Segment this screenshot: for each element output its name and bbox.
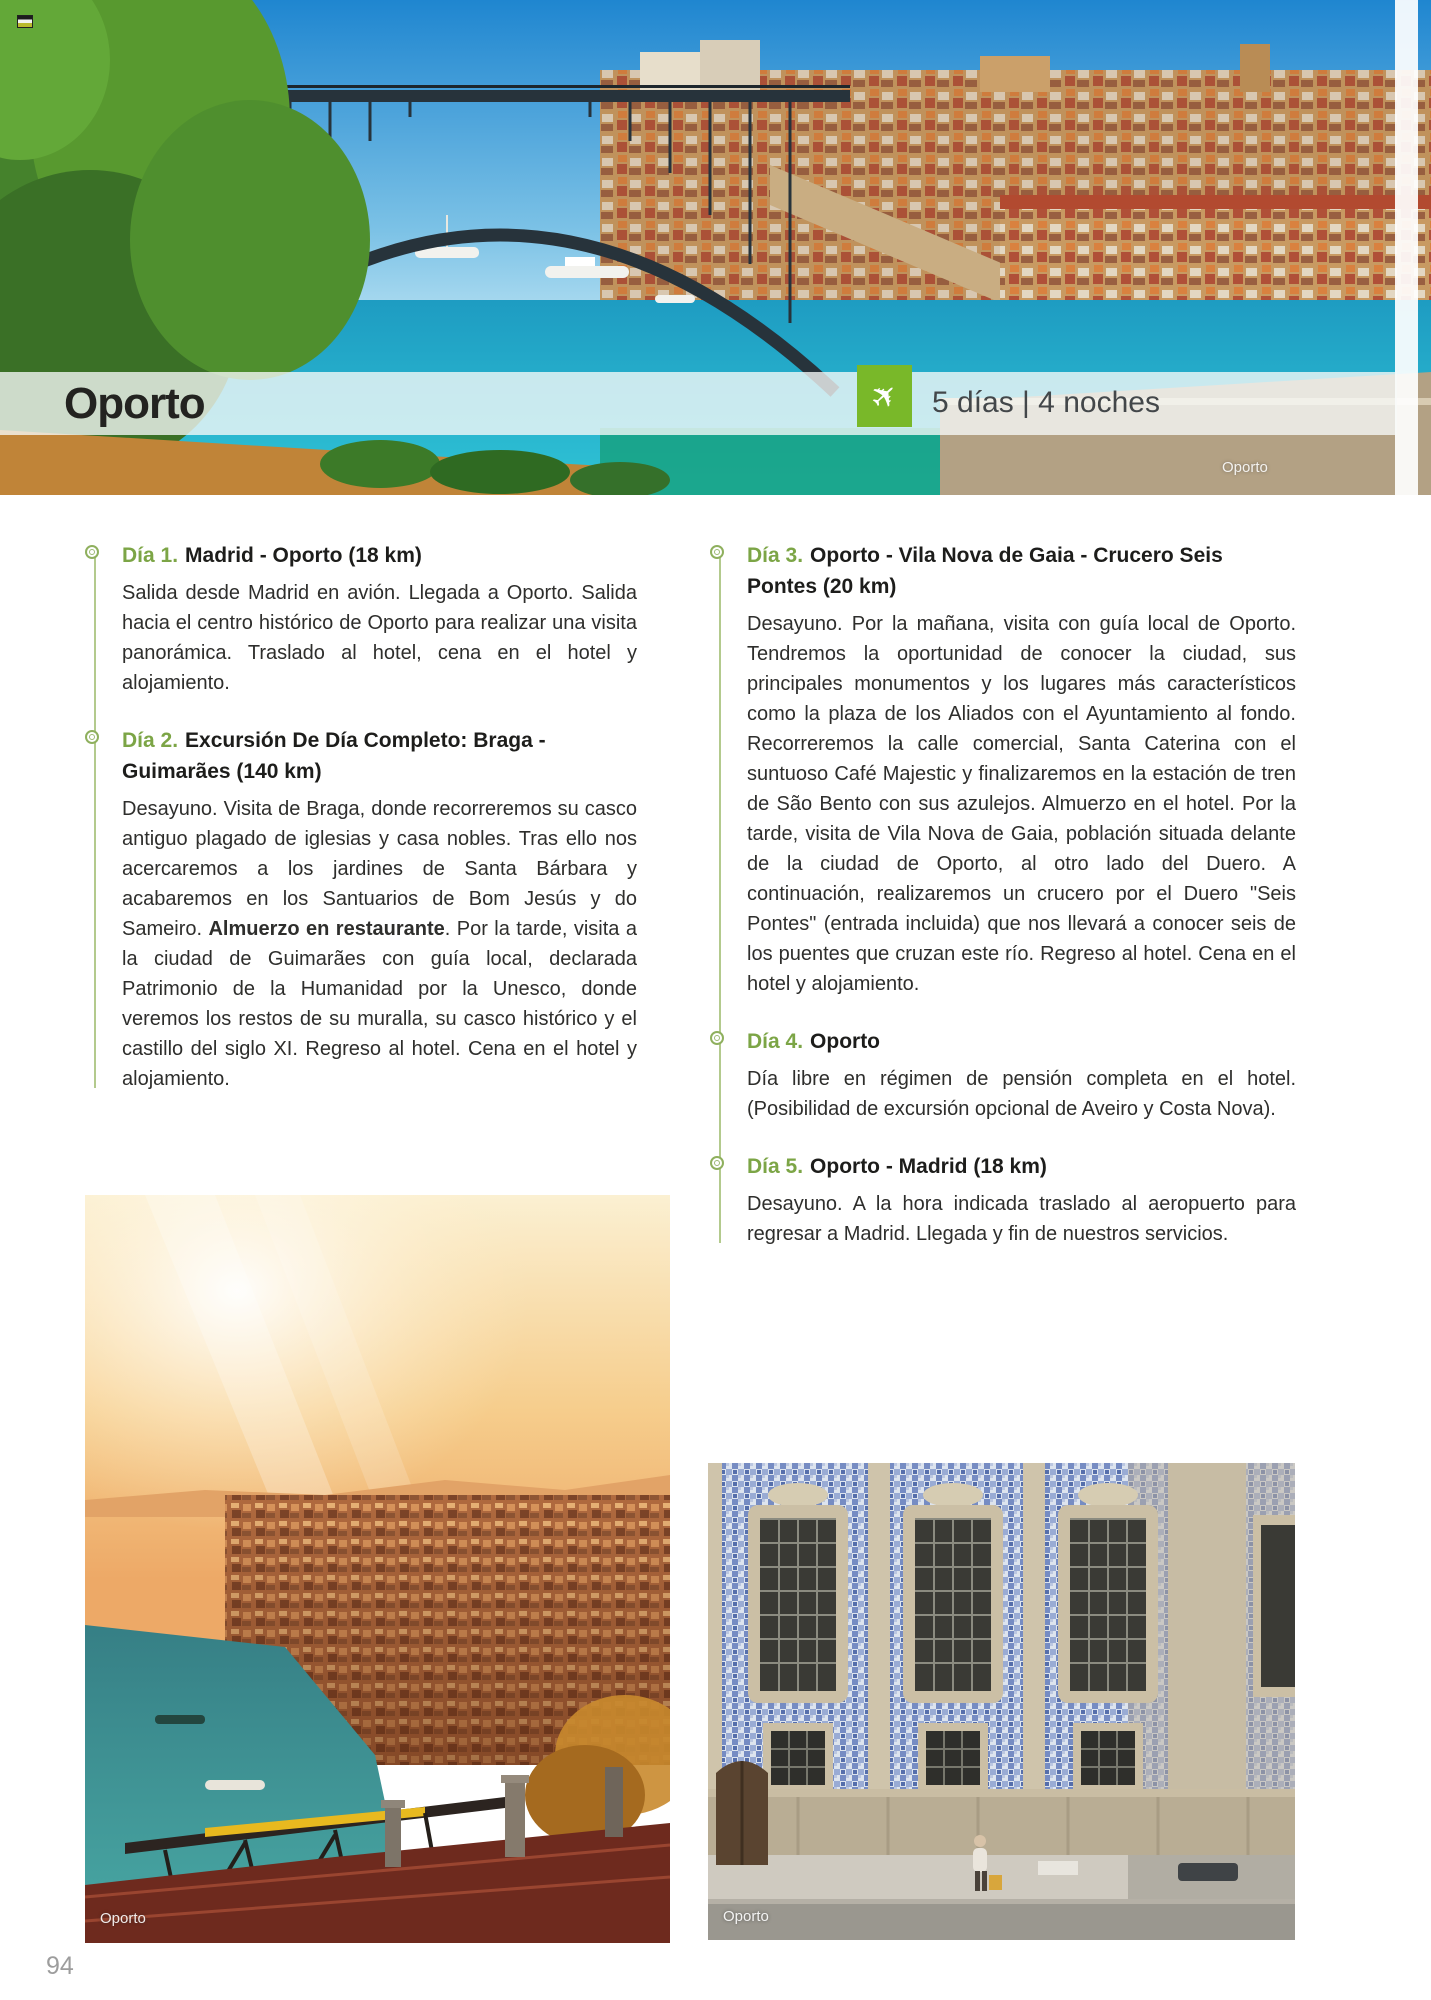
day-marker-icon — [710, 545, 724, 559]
day-5-heading — [747, 1151, 1296, 1182]
day-4-label: Día 4. — [747, 1030, 804, 1053]
photo-right-caption: Oporto — [723, 1908, 769, 1925]
day-marker-icon — [85, 730, 99, 744]
day-4 — [747, 1026, 1296, 1124]
day-2-body: Desayuno. Visita de Braga, donde recorreremos su casco antiguo plagado de iglesias y casa nobles. Tras ello nos acercaremos a los jardines de Santa Bárbara y acabaremos en los Santuarios de Bom Jesús y do Sameiro. Almuerzo en restaurante. Por la tarde, visita a la ciudad de Guimarães con guía local, declarada Patrimonio de la Humanidad por la Unesco, donde veremos los restos de su muralla, su casco histórico y el castillo del siglo XI. Regreso al hotel. Cena en el hotel y alojamiento. — [122, 798, 637, 1090]
photo-left-caption: Oporto — [100, 1910, 146, 1927]
timeline-left — [85, 540, 637, 1094]
day-5-label: Día 5. — [747, 1155, 804, 1178]
day-2-label: Día 2. — [122, 729, 179, 752]
hero-photo-caption: Oporto — [1222, 459, 1268, 476]
day-2-title: Excursión De Día Completo: Braga - Guimarães (140 km) — [122, 729, 546, 783]
day-3-body: Desayuno. Por la mañana, visita con guía local de Oporto. Tendremos la oportunidad de conocer la ciudad, sus principales monumentos y los lugares más característicos como la plaza de los Aliados con el Ayuntamiento al fondo. Recorreremos la calle comercial, Santa Caterina con el suntuoso Café Majestic y finalizaremos en la estación de tren de São Bento con sus azulejos. Almuerzo en el hotel. Por la tarde, visita de Vila Nova de Gaia, población situada delante de la ciudad de Oporto, al otro lado del Duero. A continuación, realizaremos un crucero por el Duero "Seis Pontes" (entrada incluida) que nos llevará a conocer seis de los puentes que cruzan este río. Regreso al hotel. Cena en el hotel y alojamiento. — [747, 613, 1296, 995]
day-1-heading — [122, 540, 637, 571]
day-4-title: Oporto — [810, 1030, 881, 1053]
day-2 — [122, 725, 637, 1094]
day-marker-icon — [710, 1031, 724, 1045]
photo-porto-sunset — [85, 1195, 670, 1943]
title-band — [0, 372, 1397, 435]
hero-photo-porto — [0, 0, 1431, 495]
day-3-heading — [747, 540, 1296, 602]
day-4-body: Día libre en régimen de pensión completa en el hotel. (Posibilidad de excursión opcional de Aveiro y Costa Nova). — [747, 1068, 1296, 1120]
duration-text: 5 días | 4 noches — [932, 386, 1160, 419]
day-4-heading — [747, 1026, 1296, 1057]
day-1-title: Madrid - Oporto (18 km) — [185, 544, 422, 567]
day-2-heading — [122, 725, 637, 787]
page-edge-strip — [1395, 0, 1418, 495]
timeline-right — [710, 540, 1296, 1249]
day-5-title: Oporto - Madrid (18 km) — [810, 1155, 1047, 1178]
day-1 — [122, 540, 637, 698]
day-3-label: Día 3. — [747, 544, 804, 567]
page-number: 94 — [46, 1952, 74, 1980]
duration-badge — [857, 365, 912, 427]
itinerary-column-right — [710, 540, 1296, 1249]
day-marker-icon — [710, 1156, 724, 1170]
plane-icon: ✈ — [862, 373, 907, 419]
photo-azulejo-church — [708, 1463, 1295, 1940]
page-title: Oporto — [64, 378, 205, 428]
day-marker-icon — [85, 545, 99, 559]
page-marker-icon — [18, 16, 32, 27]
itinerary-column-left — [85, 540, 637, 1094]
day-5 — [747, 1151, 1296, 1249]
day-3 — [747, 540, 1296, 999]
day-1-body: Salida desde Madrid en avión. Llegada a Oporto. Salida hacia el centro histórico de Oporto para realizar una visita panorámica. Traslado al hotel, cena en el hotel y alojamiento. — [122, 582, 637, 694]
day-1-label: Día 1. — [122, 544, 179, 567]
day-3-title: Oporto - Vila Nova de Gaia - Crucero Seis Pontes (20 km) — [747, 544, 1223, 598]
day-5-body: Desayuno. A la hora indicada traslado al aeropuerto para regresar a Madrid. Llegada y fin de nuestros servicios. — [747, 1193, 1296, 1245]
